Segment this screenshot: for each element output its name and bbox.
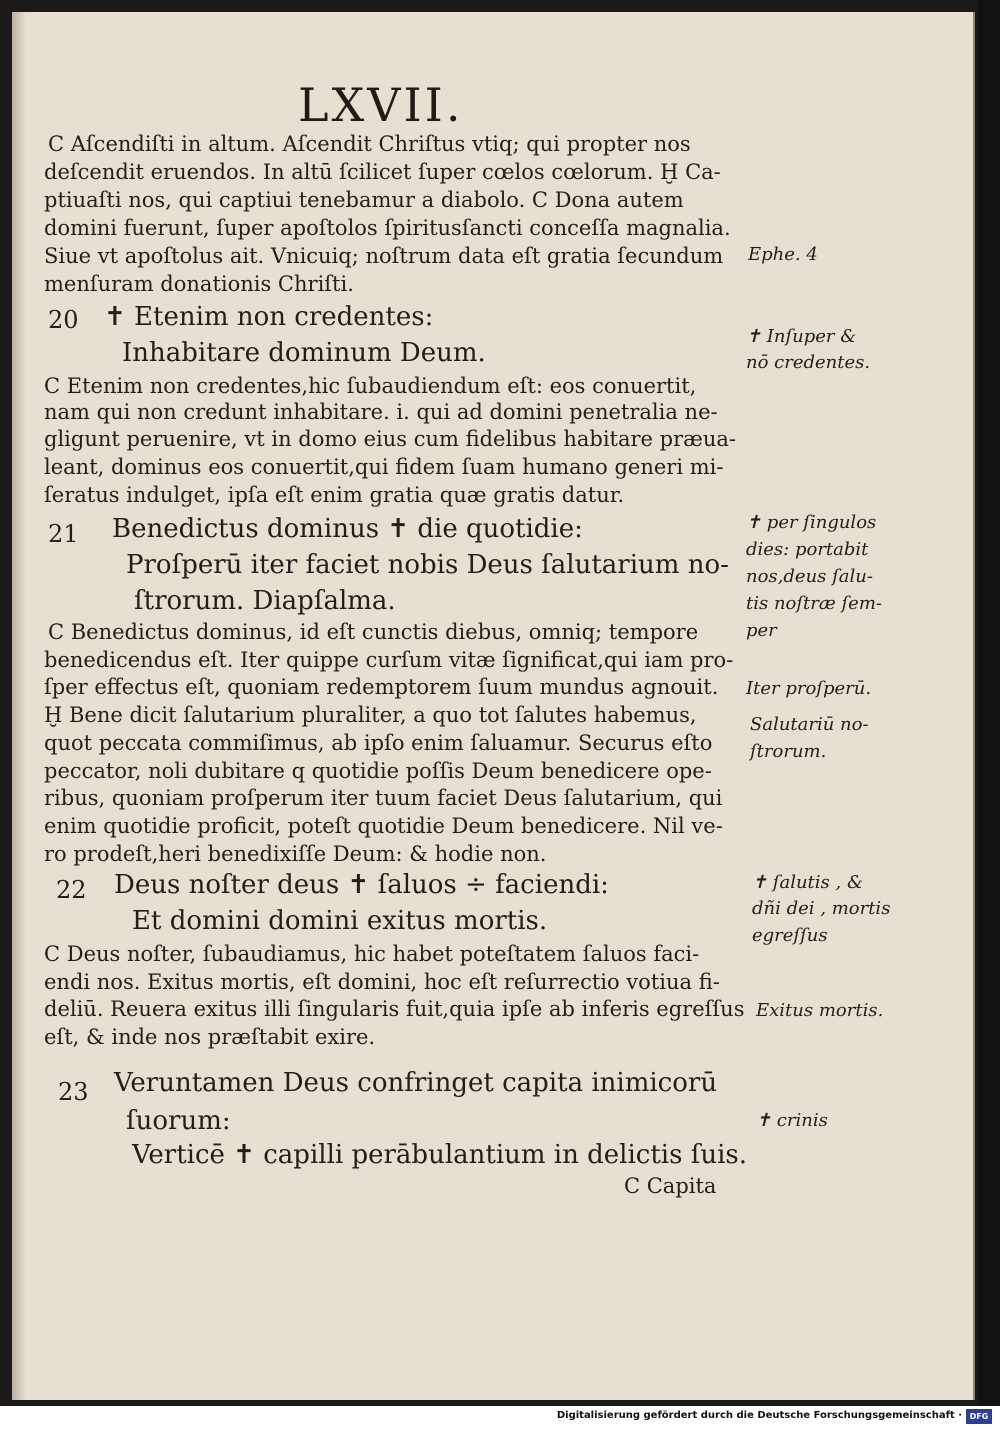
- dfg-logo: DFG: [966, 1409, 992, 1424]
- marginal-note: ✝ per ſingulos: [746, 512, 877, 533]
- verse-number: 22: [56, 876, 87, 904]
- marginal-note: egreſſus: [752, 925, 828, 946]
- verse-number: 23: [58, 1078, 89, 1106]
- commentary-line: gligunt peruenire, vt in domo eius cum fidelibus habitare præua‑: [44, 427, 737, 451]
- book-spine-edge: [978, 0, 1000, 1406]
- commentary-line: menſuram donationis Chriſti.: [44, 272, 354, 296]
- verse-line: Proſperū iter faciet nobis Deus ſalutarium no‑: [126, 550, 729, 580]
- commentary-line: deſcendit eruendos. In altū ſcilicet ſuper cœlos cœlorum. Ḫ Ca‑: [44, 160, 721, 184]
- commentary-line: Ⅽ Etenim non credentes,hic ſubaudiendum eſt: eos conuertit,: [44, 374, 697, 398]
- marginal-note: dñi dei , mortis: [752, 898, 891, 919]
- commentary-line: ſper effectus eſt, quoniam redemptorem ſuum mundus agnouit.: [44, 675, 719, 699]
- page-gutter: [12, 12, 26, 1400]
- commentary-line: peccator, noli dubitare q quotidie poſſis Deum benedicere ope‑: [44, 759, 712, 783]
- commentary-line: Siue vt apoſtolus ait. Vnicuiq; noſtrum data eſt gratia ſecundum: [44, 244, 724, 268]
- marginal-note: ✝ ſalutis , &: [752, 872, 863, 893]
- verse-line: Verticē ✝ capilli perābulantium in delictis ſuis.: [132, 1140, 748, 1170]
- verse-line: Deus noſter deus ✝ ſaluos ÷ faciendi:: [114, 870, 609, 900]
- verse-line: Inhabitare dominum Deum.: [122, 338, 486, 368]
- verse-line: Benedictus dominus ✝ die quotidie:: [112, 514, 583, 544]
- marginal-note: ſtrorum.: [750, 741, 827, 762]
- commentary-line: nam qui non credunt inhabitare. i. qui ad domini penetralia ne‑: [44, 400, 718, 424]
- marginal-note: Salutariū no‑: [750, 714, 869, 735]
- commentary-line: ribus, quoniam proſperum iter tuum faciet Deus ſalutarium, qui: [44, 786, 723, 810]
- marginal-note: per: [746, 620, 777, 641]
- verse-line: Et domini domini exitus mortis.: [132, 906, 548, 936]
- marginal-note: ✝ crinis: [756, 1110, 828, 1131]
- marginal-note: nō credentes.: [746, 352, 871, 373]
- commentary-line: endi nos. Exitus mortis, eſt domini, hoc eſt reſurrectio votiua fi‑: [44, 970, 720, 994]
- commentary-line: enim quotidie proficit, poteſt quotidie Deum benedicere. Nil ve‑: [44, 814, 723, 838]
- marginal-note: dies: portabit: [746, 539, 869, 560]
- commentary-line: ro prodeſt,heri benedixiſſe Deum: & hodie non.: [44, 842, 547, 866]
- verse-line: ✝ Etenim non credentes:: [104, 302, 434, 332]
- footer-bar: [0, 1406, 1000, 1429]
- marginal-note: Iter proſperū.: [746, 678, 872, 699]
- verse-line: Veruntamen Deus confringet capita inimicorū: [114, 1068, 718, 1098]
- verse-line: ſuorum:: [126, 1106, 231, 1136]
- folio-number: LXVII.: [298, 78, 464, 132]
- commentary-line: leant, dominus eos conuertit,qui fidem ſuam humano generi mi‑: [44, 455, 724, 479]
- verse-line: ſtrorum. Diapſalma.: [134, 586, 396, 616]
- commentary-line: ſeratus indulget, ipſa eſt enim gratia quæ gratis datur.: [44, 483, 625, 507]
- commentary-line: deliū. Reuera exitus illi ſingularis fuit,quia ipſe ab inferis egreſſus: [44, 997, 745, 1021]
- verse-number: 20: [48, 306, 79, 334]
- commentary-line: Ⅽ Aſcendiſti in altum. Aſcendit Chriſtus vtiq; qui propter nos: [48, 132, 691, 156]
- commentary-line: Ḫ Bene dicit ſalutarium pluraliter, a quo tot ſalutes habemus,: [44, 703, 697, 727]
- commentary-line: benedicendus eſt. Iter quippe curſum vitæ ſignificat,qui iam pro‑: [44, 648, 734, 672]
- marginal-note: nos,deus ſalu‑: [746, 566, 873, 587]
- funding-notice: Digitalisierung gefördert durch die Deutsche Forschungsgemeinschaft ·: [556, 1410, 962, 1421]
- commentary-line: eſt, & inde nos præſtabit exire.: [44, 1025, 376, 1049]
- commentary-line: Ⅽ Benedictus dominus, id eſt cunctis diebus, omniq; tempore: [48, 620, 699, 644]
- marginal-note: ✝ Inſuper &: [746, 326, 857, 347]
- marginal-note: Ephe. 4: [748, 244, 818, 265]
- marginal-note: tis noſtræ ſem‑: [746, 593, 882, 614]
- commentary-line: domini fuerunt, ſuper apoſtolos ſpiritusſancti conceſſa magnalia.: [44, 216, 731, 240]
- commentary-line: Ⅽ Deus noſter, ſubaudiamus, hic habet poteſtatem ſaluos faci‑: [44, 942, 700, 966]
- commentary-line: Ⅽ Capita: [624, 1174, 717, 1198]
- marginal-note: Exitus mortis.: [756, 1000, 884, 1021]
- commentary-line: quot peccata commiſimus, ab ipſo enim ſaluamur. Securus eſto: [44, 731, 713, 755]
- commentary-line: ptiuaſti nos, qui captiui tenebamur a diabolo. Ⅽ Dona autem: [44, 188, 684, 212]
- verse-number: 21: [48, 520, 79, 548]
